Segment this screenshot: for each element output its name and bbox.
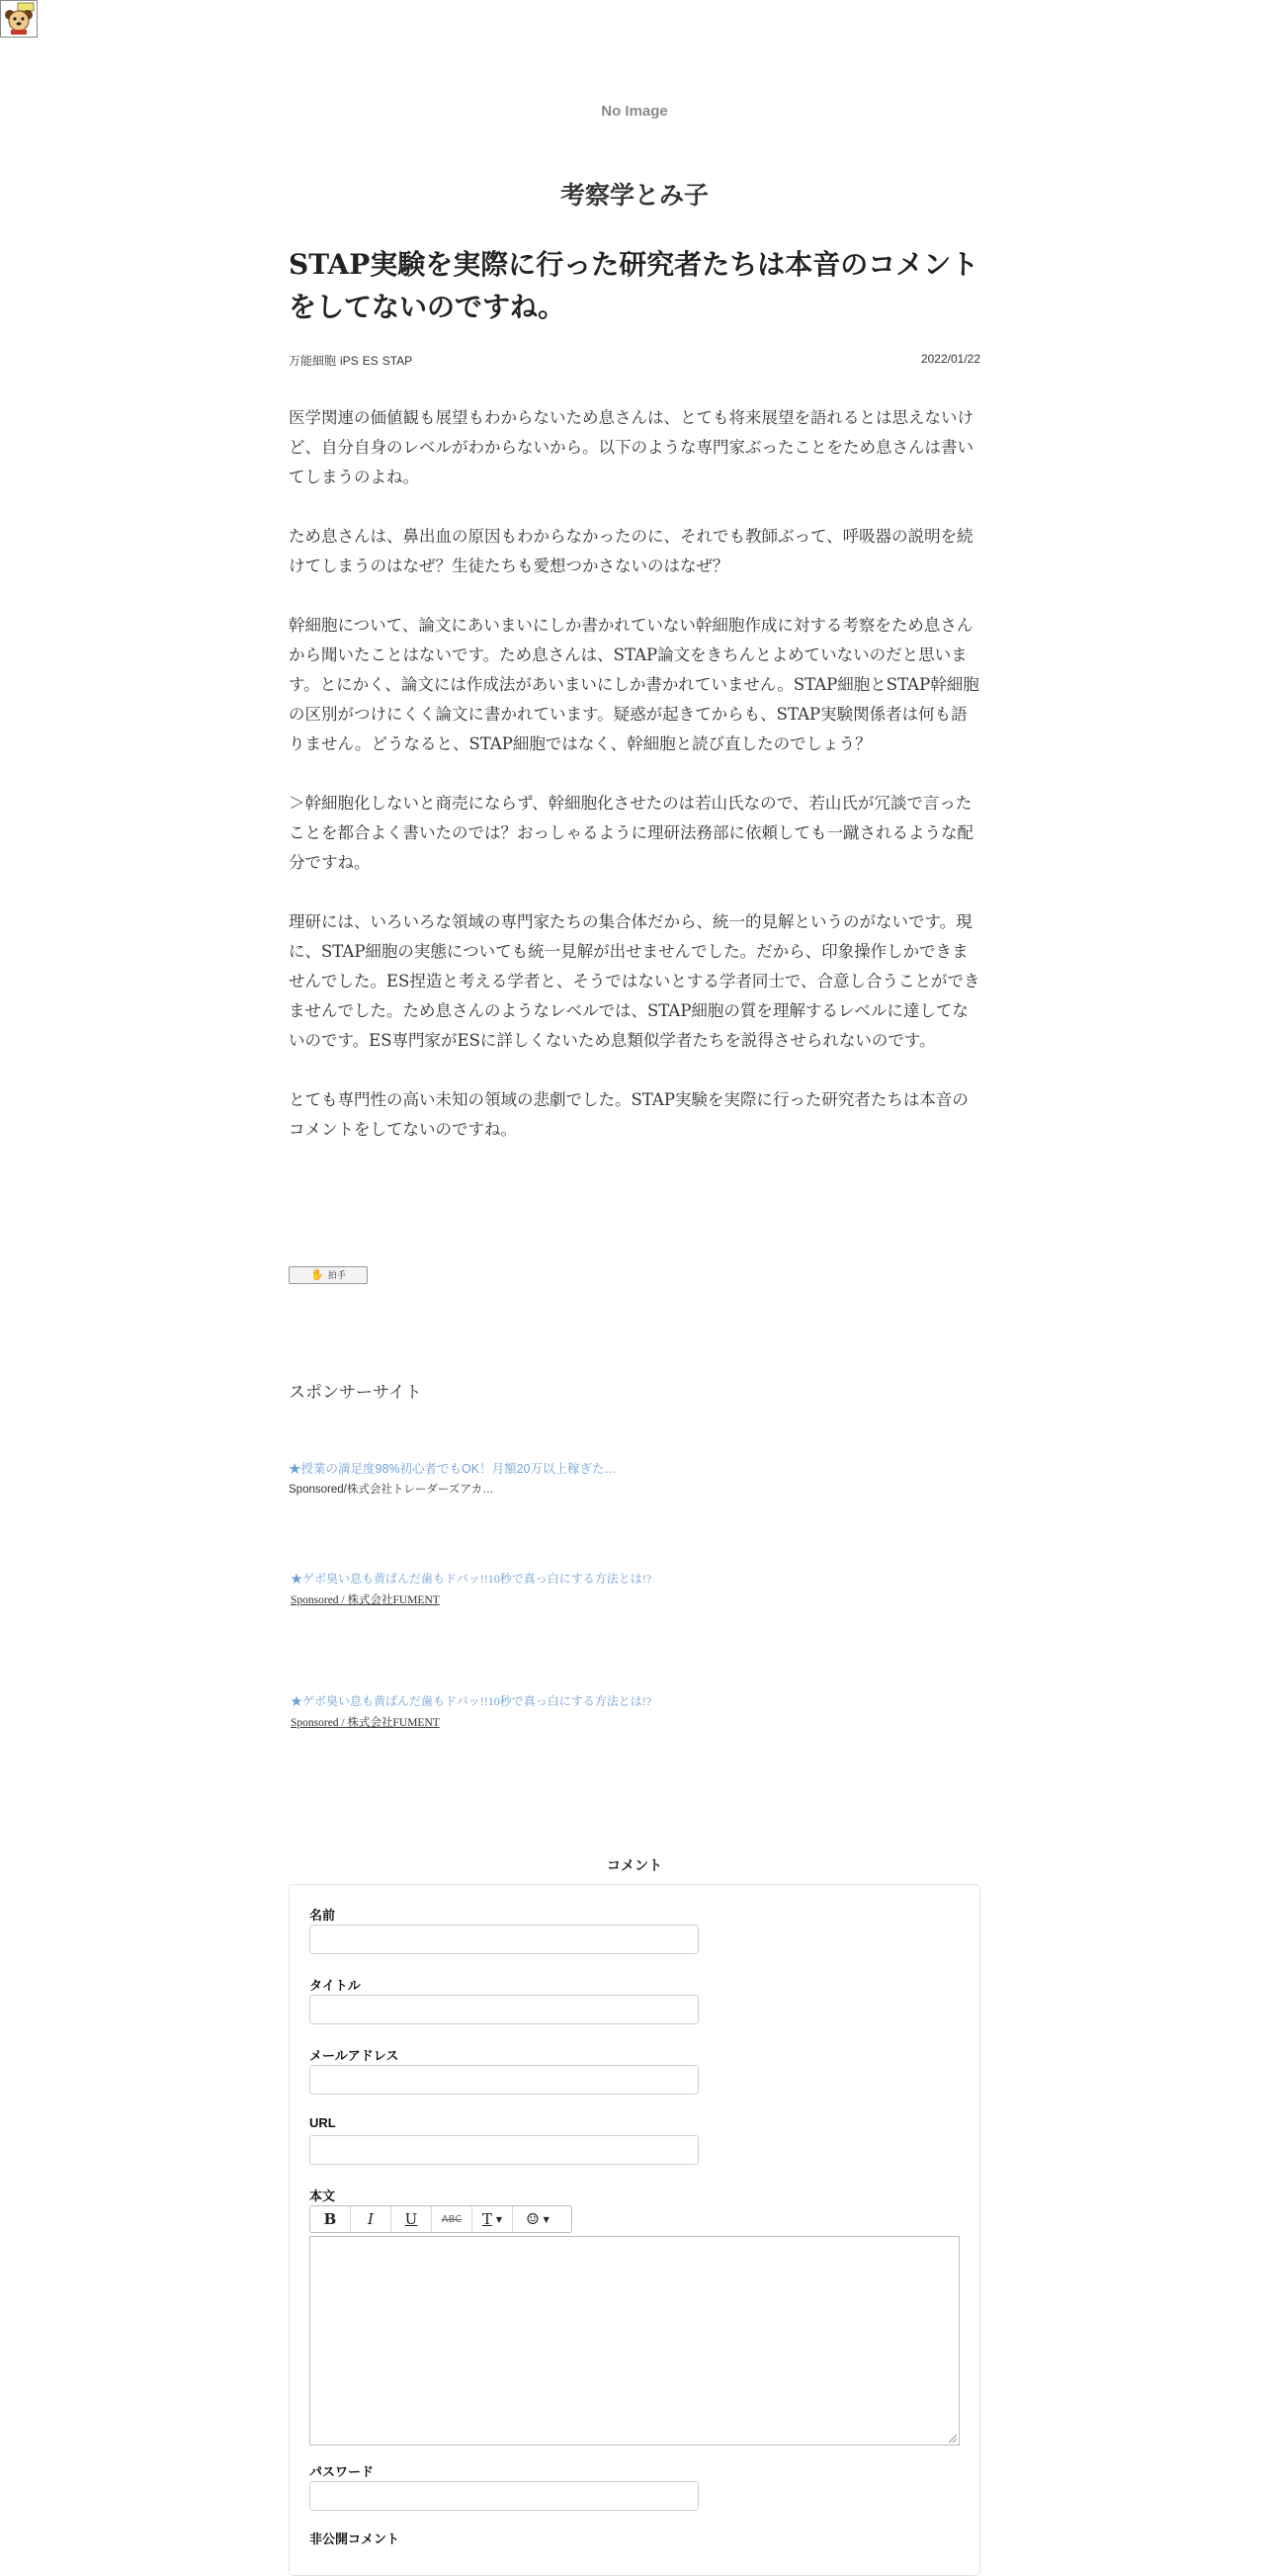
private-comment-label: 非公開コメント [309, 2532, 400, 2546]
title-label: タイトル [309, 1978, 361, 1993]
body-paragraph: とても専門性の高い未知の領域の悲劇でした。STAP実験を実際に行った研究者たちは本音のコメントをしてないのですね。 [289, 1090, 969, 1139]
tag-list [289, 352, 416, 369]
editor-toolbar [309, 2205, 572, 2233]
sponsor-heading: スポンサーサイト [289, 1383, 422, 1403]
font-size-button[interactable] [472, 2206, 513, 2232]
italic-button[interactable]: I [351, 2206, 391, 2232]
password-input[interactable] [309, 2481, 699, 2511]
article-body [289, 403, 980, 1174]
avatar[interactable] [0, 0, 38, 38]
resize-handle-icon[interactable] [949, 2435, 957, 2443]
ad-link[interactable]: ★授業の満足度98%初心者でもOK！月額20万以上稼ぎた… [289, 1462, 617, 1476]
ad-source: Sponsored/株式会社トレーダーズアカ… [289, 1484, 494, 1496]
smiley-icon: ☺ [526, 2210, 540, 2228]
ad-link[interactable]: ★ゲボ臭い息も黄ばんだ歯もドバッ!!10秒で真っ白にする方法とは!? [291, 1694, 652, 1708]
sponsored-ad[interactable] [289, 1459, 617, 1497]
body-paragraph: ＞幹細胞化しないと商売にならず、幹細胞化させたのは若山氏なので、若山氏が冗談で言ったことを都合よく書いたのでは？おっしゃるように理研法務部に依頼しても一蹴されるような配分ですね。 [289, 794, 973, 872]
underline-button[interactable]: U [391, 2206, 432, 2232]
sponsored-ad[interactable] [291, 1570, 651, 1607]
clap-hand-icon: ✋ [310, 1269, 324, 1281]
tag-link[interactable]: iPS [340, 354, 359, 368]
body-paragraph: 理研には、いろいろな領域の専門家たちの集合体だから、統一的見解というのがないです。現に、STAP細胞の実態についても統一見解が出せませんでした。だから、印象操作しかできませんでした。ES捏造と考える学者と、そうではないとする学者同士で、合意し合うことができませんでした。ため息さんのようなレベルでは、STAP細胞の質を理解するレベルに達してないのです。ES専門家がESに詳しくないため息類似学者たちを説得させられないのです。 [289, 912, 980, 1050]
dog-avatar-icon [1, 1, 37, 37]
comment-body-textarea[interactable] [309, 2236, 960, 2446]
no-image-placeholder: No Image [601, 103, 668, 120]
blog-title[interactable]: 考察学とみ子 [559, 181, 709, 210]
chevron-down-icon: ▼ [495, 2214, 503, 2224]
post-date: 2022/01/22 [920, 352, 980, 366]
tag-link[interactable]: STAP [381, 354, 413, 368]
name-label: 名前 [309, 1908, 336, 1923]
body-paragraph: 医学関連の価値観も展望もわからないため息さんは、とても将来展望を語れるとは思えないけど、自分自身のレベルがわからないから。以下のような専門家ぶったことをため息さんは書いてしまうのよね。 [289, 408, 973, 486]
clap-label: 拍手 [327, 1270, 346, 1280]
body-paragraph: 幹細胞について、論文にあいまいにしか書かれていない幹細胞作成に対する考察をため息さんから聞いたことはないです。ため息さんは、STAP論文をきちんとよめていないのだと思います。とにかく、論文には作成法があいまいにしか書かれていません。STAP細胞とSTAP幹細胞の区別がつけにくく論文に書かれています。疑惑が起きてからも、STAP実験関係者は何も語りません。どうなると、STAP細胞ではなく、幹細胞と読び直したのでしょう？ [289, 616, 979, 753]
email-label: メールアドレス [309, 2048, 399, 2063]
name-input[interactable] [309, 1925, 699, 1954]
url-input[interactable] [309, 2135, 699, 2165]
emoji-button[interactable] [513, 2206, 562, 2232]
body-label: 本文 [309, 2189, 336, 2203]
ad-source[interactable]: Sponsored / 株式会社FUMENT [291, 1717, 440, 1729]
email-input[interactable] [309, 2065, 699, 2095]
chevron-down-icon: ▼ [543, 2214, 550, 2224]
tag-link[interactable]: ES [362, 354, 379, 368]
article-meta [289, 352, 980, 372]
sponsored-ad[interactable] [291, 1692, 651, 1730]
font-icon: T [481, 2210, 492, 2228]
title-input[interactable] [309, 1995, 699, 2024]
article-title: STAP実験を実際に行った研究者たちは本音のコメントをしてないのですね。 [289, 248, 979, 323]
body-paragraph: ため息さんは、鼻出血の原因もわからなかったのに、それでも教師ぶって、呼吸器の説明を続けてしまうのはなぜ？生徒たちも愛想つかさないのはなぜ？ [289, 527, 973, 575]
comment-heading: コメント [607, 1858, 662, 1874]
url-label: URL [309, 2115, 336, 2130]
ad-link[interactable]: ★ゲボ臭い息も黄ばんだ歯もドバッ!!10秒で真っ白にする方法とは!? [291, 1572, 652, 1586]
tag-link[interactable]: 万能細胞 [289, 354, 337, 368]
clap-button[interactable] [289, 1266, 368, 1284]
strikethrough-button[interactable]: ABC [432, 2206, 472, 2232]
password-label: パスワード [309, 2464, 375, 2479]
ad-source[interactable]: Sponsored / 株式会社FUMENT [291, 1594, 440, 1606]
bold-button[interactable]: B [310, 2206, 351, 2232]
